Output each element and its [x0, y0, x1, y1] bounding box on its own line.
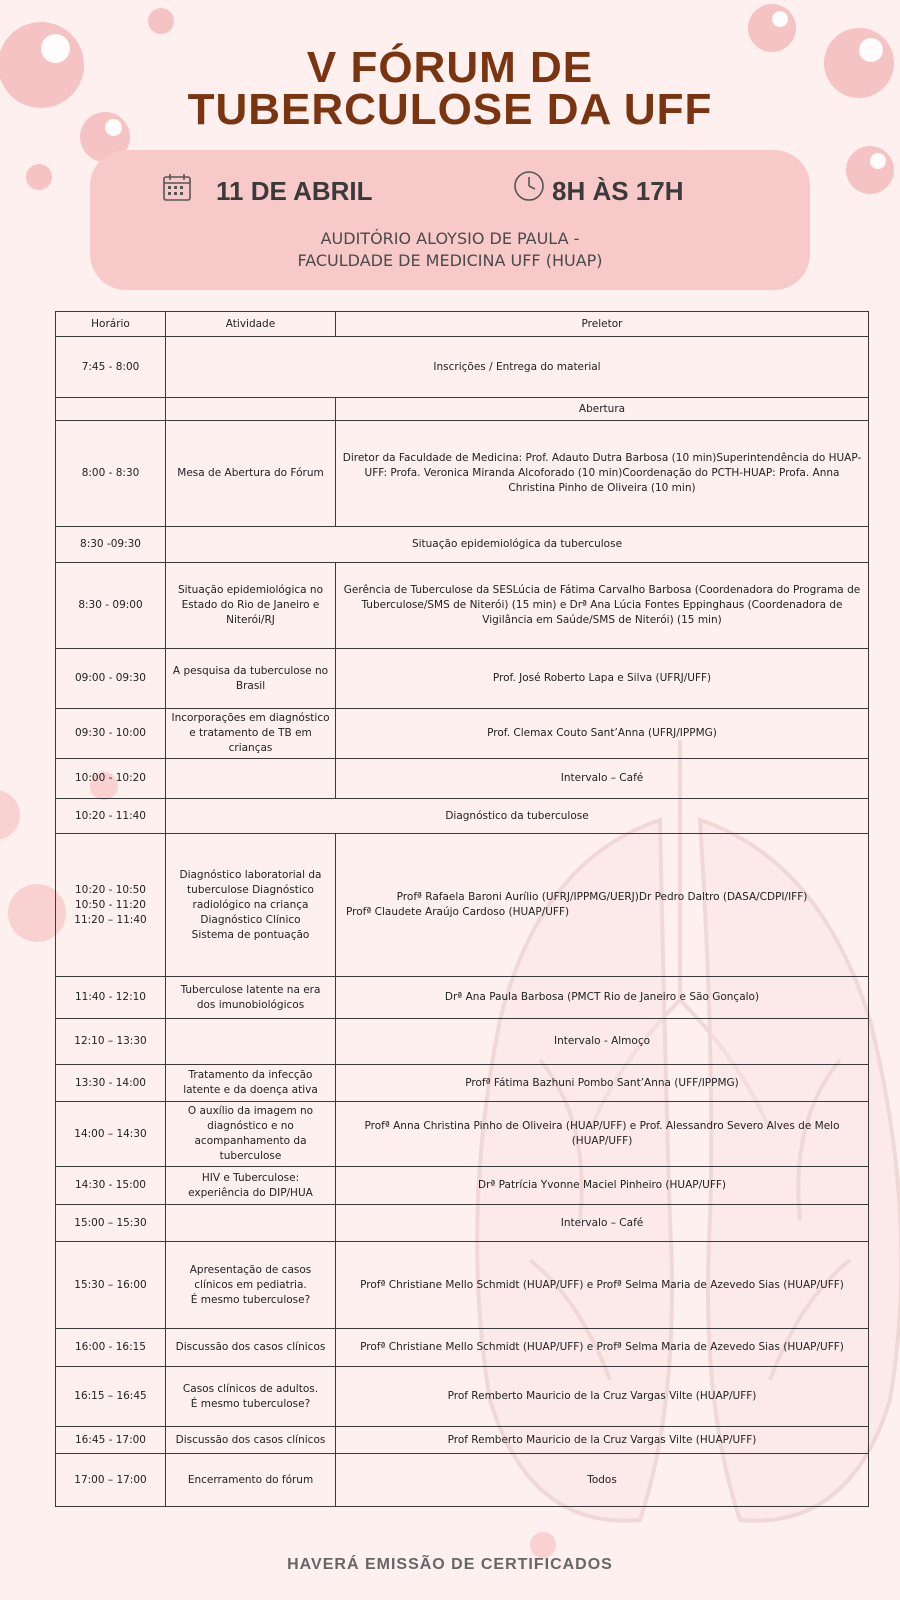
header-time: Horário [56, 312, 166, 337]
cell-activity [166, 1019, 336, 1065]
cell-time: 16:00 - 16:15 [56, 1329, 166, 1367]
cell-activity: Encerramento do fórum [166, 1454, 336, 1507]
event-info-box [90, 150, 810, 290]
venue-line1: AUDITÓRIO ALOYSIO DE PAULA - [320, 229, 580, 248]
cell-activity: Tratamento da infecção latente e da doença ativa [166, 1065, 336, 1102]
cell-session: Situação epidemiológica da tuberculose [166, 527, 869, 563]
cell-activity: Discussão dos casos clínicos [166, 1427, 336, 1454]
cell-time: 13:30 - 14:00 [56, 1065, 166, 1102]
header-activity: Atividade [166, 312, 336, 337]
cell-speaker: Gerência de Tuberculose da SESLúcia de Fátima Carvalho Barbosa (Coordenadora do Programa de Tuberculose/SMS de Niterói) (15 min) e Drª Ana Lúcia Fontes Eppinghaus (Coordenadora de Vigilância em Saúde/SMS de Niterói) (15 min) [336, 563, 869, 649]
table-row [56, 1167, 869, 1205]
decor-bubble [846, 146, 894, 194]
schedule-table [55, 311, 869, 1507]
cell-activity: Incorporações em diagnóstico e tratamento de TB em crianças [166, 709, 336, 759]
cell-time: 10:00 - 10:20 [56, 759, 166, 799]
table-row [56, 709, 869, 759]
cell-speaker: Diretor da Faculdade de Medicina: Prof. Adauto Dutra Barbosa (10 min)Superintendência do HUAP-UFF: Profa. Veronica Miranda Alcoforado (10 min)Coordenação do PCTH-HUAP: Profa. Anna Christina Pinho de Oliveira (10 min) [336, 421, 869, 527]
time-line: 10:50 - 11:20 [75, 898, 146, 911]
table-row [56, 398, 869, 421]
time-line: 10:20 - 10:50 [75, 883, 146, 896]
table-header-row [56, 312, 869, 337]
cell-speaker: Prof Remberto Mauricio de la Cruz Vargas Vilte (HUAP/UFF) [336, 1427, 869, 1454]
cell-speaker: Profª Anna Christina Pinho de Oliveira (HUAP/UFF) e Prof. Alessandro Severo Alves de Melo (HUAP/UFF) [336, 1102, 869, 1167]
activity-line: Apresentação de casos clínicos em pediatria. [189, 1263, 312, 1291]
table-row [56, 1329, 869, 1367]
speaker-line: Profª Claudete Araújo Cardoso (HUAP/UFF) [346, 906, 570, 918]
cell-speaker: Intervalo – Café [336, 1205, 869, 1242]
venue-line2: FACULDADE DE MEDICINA UFF (HUAP) [297, 251, 603, 270]
event-date: 11 DE ABRIL [216, 176, 373, 206]
cell-time: 09:30 - 10:00 [56, 709, 166, 759]
cell-activity: Tuberculose latente na era dos imunobiológicos [166, 977, 336, 1019]
cell-time: 09:00 - 09:30 [56, 649, 166, 709]
cell-activity [166, 1205, 336, 1242]
cell-speaker: Profª Christiane Mello Schmidt (HUAP/UFF) e Profª Selma Maria de Azevedo Sias (HUAP/UFF) [336, 1242, 869, 1329]
calendar-icon [162, 172, 192, 202]
cell-time: 16:15 – 16:45 [56, 1367, 166, 1427]
cell-session: Diagnóstico da tuberculose [166, 799, 869, 834]
table-row [56, 1205, 869, 1242]
cell-speaker: Prof Remberto Mauricio de la Cruz Vargas Vilte (HUAP/UFF) [336, 1367, 869, 1427]
cell-session: Inscrições / Entrega do material [166, 337, 869, 398]
table-row [56, 421, 869, 527]
page-title-line2: TUBERCULOSE DA UFF [187, 85, 713, 134]
decor-bubble [26, 164, 52, 190]
cell-speaker: Profª Christiane Mello Schmidt (HUAP/UFF) e Profª Selma Maria de Azevedo Sias (HUAP/UFF) [336, 1329, 869, 1367]
cell-speaker: Intervalo – Café [336, 759, 869, 799]
cell-activity: Discussão dos casos clínicos [166, 1329, 336, 1367]
event-venue [90, 228, 810, 272]
table-row [56, 1454, 869, 1507]
decor-bubble [0, 790, 20, 840]
cell-time: 14:30 - 15:00 [56, 1167, 166, 1205]
cell-speaker: Drª Ana Paula Barbosa (PMCT Rio de Janeiro e São Gonçalo) [336, 977, 869, 1019]
cell-time: 12:10 – 13:30 [56, 1019, 166, 1065]
cell-time: 15:30 – 16:00 [56, 1242, 166, 1329]
cell-time [56, 834, 166, 977]
cell-time: 17:00 – 17:00 [56, 1454, 166, 1507]
table-row [56, 834, 869, 977]
activity-line: É mesmo tuberculose? [190, 1293, 311, 1306]
table-row [56, 1427, 869, 1454]
cell-speaker: Intervalo - Almoço [336, 1019, 869, 1065]
cell-activity [166, 834, 336, 977]
clock-icon [513, 170, 545, 202]
cell-speaker: Abertura [336, 398, 869, 421]
cell-time: 8:00 - 8:30 [56, 421, 166, 527]
decor-bubble [148, 8, 174, 34]
table-row [56, 527, 869, 563]
cell-activity: Mesa de Abertura do Fórum [166, 421, 336, 527]
cell-activity [166, 398, 336, 421]
cell-time: 8:30 -09:30 [56, 527, 166, 563]
cell-activity [166, 1242, 336, 1329]
cell-time: 10:20 - 11:40 [56, 799, 166, 834]
cell-time: 7:45 - 8:00 [56, 337, 166, 398]
cell-time: 11:40 - 12:10 [56, 977, 166, 1019]
cell-speaker: Prof. Clemax Couto Sant’Anna (UFRJ/IPPMG) [336, 709, 869, 759]
table-row [56, 799, 869, 834]
cell-time: 14:00 – 14:30 [56, 1102, 166, 1167]
table-row [56, 1242, 869, 1329]
cell-speaker: Profª Fátima Bazhuni Pombo Sant’Anna (UFF/IPPMG) [336, 1065, 869, 1102]
table-row [56, 1019, 869, 1065]
cell-activity [166, 1367, 336, 1427]
table-row [56, 759, 869, 799]
table-row [56, 977, 869, 1019]
cell-speaker: Drª Patrícia Yvonne Maciel Pinheiro (HUAP/UFF) [336, 1167, 869, 1205]
cell-time: 15:00 – 15:30 [56, 1205, 166, 1242]
cell-time [56, 398, 166, 421]
cell-speaker: Prof. José Roberto Lapa e Silva (UFRJ/UFF) [336, 649, 869, 709]
cell-time: 8:30 - 09:00 [56, 563, 166, 649]
cell-time: 16:45 - 17:00 [56, 1427, 166, 1454]
cell-activity: Situação epidemiológica no Estado do Rio de Janeiro e Niterói/RJ [166, 563, 336, 649]
cell-activity [166, 759, 336, 799]
certificate-notice: HAVERÁ EMISSÃO DE CERTIFICADOS [287, 1556, 613, 1573]
cell-activity: A pesquisa da tuberculose no Brasil [166, 649, 336, 709]
activity-line: Sistema de pontuação [191, 928, 310, 941]
cell-speaker: Todos [336, 1454, 869, 1507]
cell-activity: O auxílio da imagem no diagnóstico e no acompanhamento da tuberculose [166, 1102, 336, 1167]
table-row [56, 649, 869, 709]
table-row [56, 1102, 869, 1167]
activity-line: Diagnóstico laboratorial da tuberculose Diagnóstico radiológico na criança [179, 868, 322, 911]
page-title-line1: V FÓRUM DE [306, 43, 594, 92]
activity-line: É mesmo tuberculose? [190, 1397, 311, 1410]
activity-line: Casos clínicos de adultos. [182, 1382, 319, 1395]
table-row [56, 1065, 869, 1102]
table-row [56, 1367, 869, 1427]
table-row [56, 337, 869, 398]
header-speaker: Preletor [336, 312, 869, 337]
activity-line: Diagnóstico Clínico [200, 913, 301, 926]
event-time: 8H ÀS 17H [552, 176, 684, 206]
speaker-line: Profª Rafaela Baroni Aurílio (UFRJ/IPPMG/UERJ)Dr Pedro Daltro (DASA/CDPI/IFF) [396, 891, 808, 903]
time-line: 11:20 – 11:40 [74, 913, 147, 926]
table-row [56, 563, 869, 649]
cell-speaker [336, 834, 869, 977]
cell-activity: HIV e Tuberculose: experiência do DIP/HUA [166, 1167, 336, 1205]
